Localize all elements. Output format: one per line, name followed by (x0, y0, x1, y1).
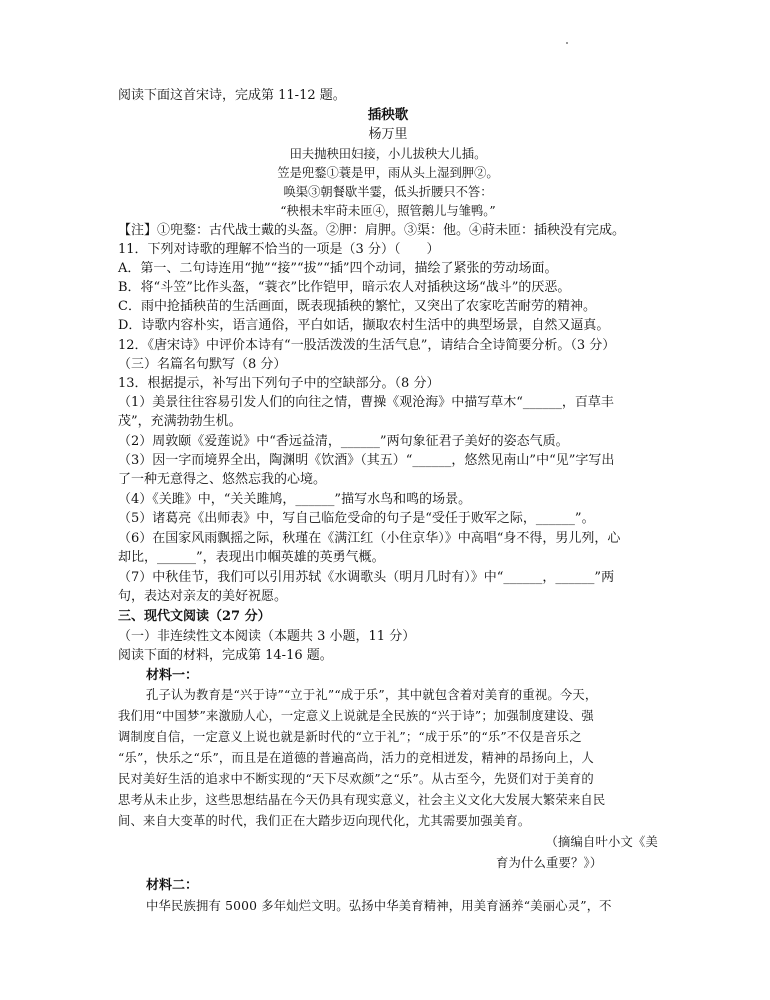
reading-intro: 阅读下面这首宋诗，完成第 11-12 题。 (118, 88, 346, 103)
q11-option-b: B．将“斗笠”比作头盔，“蓑衣”比作铠甲，暗示农人对插秧这场“战斗”的厌恶。 (118, 280, 571, 295)
material-1-line: 民对美好生活的追求中不断实现的“天下尽欢颜”之“乐”。从古至今，先贤们对于美育的 (118, 772, 594, 786)
material-1-line: 调制度自信，一定意义上说也就是新时代的“立于礼”；“成于乐”的“乐”不仅是音乐之 (118, 730, 582, 744)
q11-option-a: A．第一、二句诗连用“抛”“接”“拔”“插”四个动词，描绘了紧张的劳动场面。 (118, 261, 558, 276)
material-1-line: 间、来自大变革的时代，我们正在大踏步迈向现代化，尤其需要加强美育。 (118, 814, 531, 828)
subsection-heading: （一）非连续性文本阅读（本题共 3 小题，11 分） (118, 629, 416, 644)
q13-item: 茂”，充满勃勃生机。 (118, 414, 242, 429)
section-heading: （三）名篇名句默写（8 分） (118, 357, 287, 372)
q11-stem: 11．下列对诗歌的理解不恰当的一项是（3 分）（ ） (118, 242, 440, 257)
material-1-line: 思考从未止步，这些思想结晶在今天仍具有现实意义，社会主义文化大发展大繁荣来自民 (118, 793, 606, 807)
poem-line: “秧根未牢莳未匝④，照管鹅儿与雏鸭。” (280, 204, 496, 218)
q13-item: （6）在国家风雨飘摇之际，秋瑾在《满江红（小住京华）》中高唱“身不得，男儿列，心 (118, 531, 621, 546)
q13-item: （3）因一字而境界全出，陶渊明《饮酒》（其五）“______，悠然见南山”中“见”字写出 (118, 453, 615, 468)
q13-item: 句，表达对亲友的美好祝愿。 (118, 589, 288, 604)
material-1-line: 我们用“中国梦”来激励人心，一定意义上说就是全民族的“兴于诗”；加强制度建设、强 (118, 709, 594, 723)
q13-item: 却比，______”，表现出巾帼英雄的英勇气概。 (118, 550, 385, 565)
material-1-line: “乐”，快乐之“乐”，而且是在道德的普遍高尚，活力的竞相迸发，精神的昂扬向上，人 (118, 751, 594, 765)
scan-dot (566, 42, 568, 44)
q11-option-d: D．诗歌内容朴实，语言通俗，平白如话，撷取农村生活中的典型场景，自然又逼真。 (118, 318, 610, 333)
q13-item: （2）周敦颐《爱莲说》中“香远益清，______”两句象征君子美好的姿态气质。 (118, 434, 569, 449)
q12-stem: 12．《唐宋诗》中评价本诗有“一股活泼泼的生活气息”，请结合全诗简要分析。（3 分） (118, 338, 616, 353)
material-1-source: （摘编自叶小文《美 (545, 835, 658, 849)
poem-note: 【注】①兜鍪：古代战士戴的头盔。②胛：肩胛。③渠：他。④莳未匝：插秧没有完成。 (118, 223, 626, 238)
poem-line: 唤渠③朝餐歇半霎，低头折腰只不答： (283, 185, 493, 199)
poem-title: 插秧歌 (367, 107, 409, 123)
material-2-label: 材料二： (146, 878, 199, 893)
material-1-source: 育为什么重要？》） (496, 856, 603, 870)
material-1-line: 孔子认为教育是“兴于诗”“立于礼”“成于乐”，其中就包含着对美育的重视。今天， (146, 688, 598, 702)
poem-line: 笠是兜鍪①蓑是甲，雨从头上湿到胛②。 (277, 166, 499, 180)
q13-item: （1）美景往往容易引发人们的向往之情，曹操《观沧海》中描写草木“______，百草丰 (118, 395, 614, 410)
material-2-line: 中华民族拥有 5000 多年灿烂文明。弘扬中华美育精神，用美育涵养“美丽心灵”，不 (146, 899, 612, 913)
q13-item: （7）中秋佳节，我们可以引用苏轼《水调歌头（明月几时有）》中“______，______”两 (118, 570, 615, 585)
material-1-label: 材料一： (146, 668, 199, 683)
q13-item: （5）诸葛亮《出师表》中，写自己临危受命的句子是“受任于败军之际，______”。 (118, 511, 595, 526)
q13-item: （4）《关雎》中，“关关雎鸠，______”描写水鸟和鸣的场景。 (118, 492, 472, 507)
q13-item: 了一种无意得之、悠然忘我的心境。 (118, 472, 327, 487)
q13-stem: 13．根据提示，补写出下列句子中的空缺部分。（8 分） (118, 376, 440, 391)
poem-author: 杨万里 (368, 127, 408, 142)
poem-line: 田夫抛秧田妇接，小儿拔秧大儿插。 (289, 147, 487, 161)
part-heading: 三、现代文阅读（27 分） (118, 609, 271, 624)
part-intro: 阅读下面的材料，完成第 14-16 题。 (118, 648, 333, 663)
q11-option-c: C．雨中抢插秧苗的生活画面，既表现插秧的繁忙，又突出了农家吃苦耐劳的精神。 (118, 299, 596, 314)
